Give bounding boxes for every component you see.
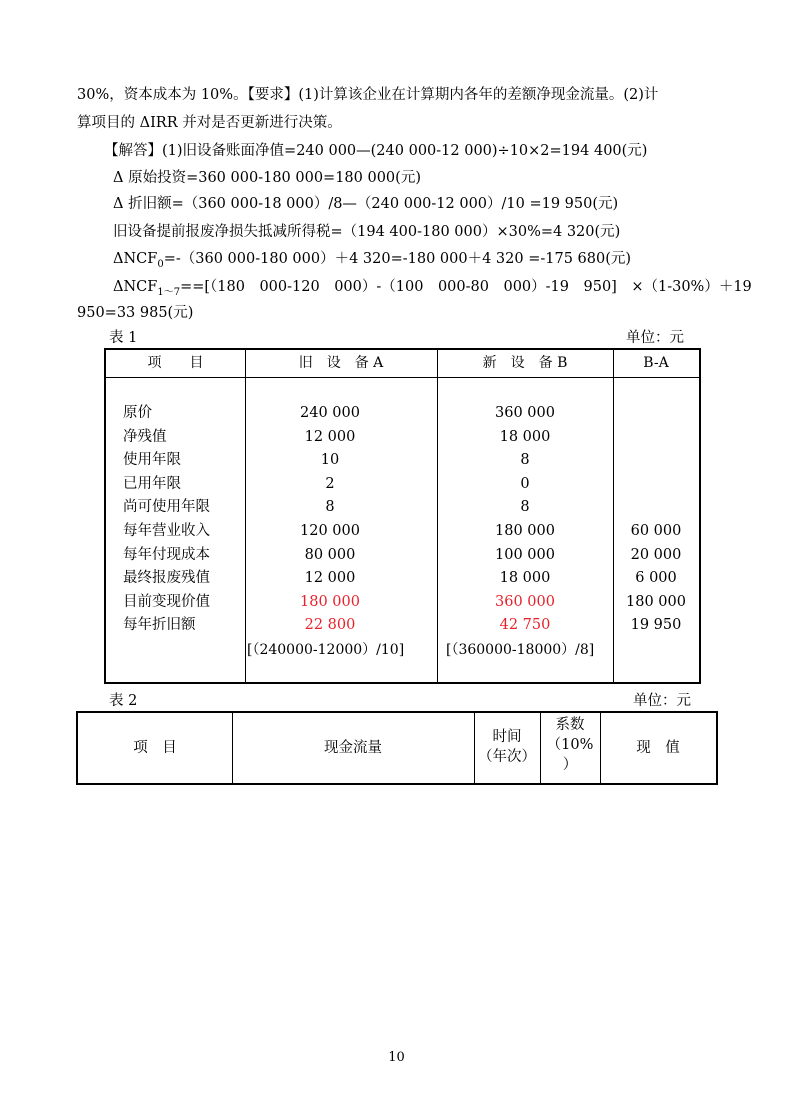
row-label: 尚可使用年限 [123, 499, 210, 516]
old-value: 12 000 [304, 428, 356, 445]
old-value-highlight: 22 800 [304, 617, 356, 634]
time-line-1: 时间 [492, 729, 522, 745]
row-label: 每年付现成本 [123, 546, 210, 563]
diff-value: 6 000 [635, 570, 677, 587]
diff-value [613, 426, 699, 450]
row-label: 已用年限 [123, 475, 181, 492]
table2-unit: 单位：元 [633, 693, 691, 709]
answer-line: 【解答】(1)旧设备账面净值=240 000—(240 000-12 000)÷10×2=194 400(元) [104, 143, 648, 159]
old-value: 80 000 [304, 546, 356, 563]
diff-value [613, 473, 699, 497]
new-value: 180 000 [495, 522, 555, 539]
row-label: 每年营业收入 [123, 522, 210, 539]
row-label: 最终报废残值 [123, 570, 210, 587]
diff-value: 20 000 [630, 546, 682, 563]
table1-old-column [245, 402, 415, 638]
table2-header-pv: 现 值 [636, 740, 680, 756]
row-label: 每年折旧额 [123, 617, 196, 634]
table2-header-coefficient [540, 715, 600, 775]
time-line-2: （年次） [478, 749, 536, 765]
diff-value [613, 402, 699, 426]
ncf0-line [113, 249, 631, 275]
tax-shield-line: 旧设备提前报废净损失抵减所得税=（194 400-180 000）×30%=4 320(元) [113, 224, 621, 240]
coef-line-2: （10% [546, 737, 594, 753]
table2-label: 表 2 [109, 693, 138, 709]
ncf17-subscript: 1～7 [157, 286, 181, 298]
paragraph-line-2: 算项目的 ΔIRR 并对是否更新进行决策。 [77, 115, 342, 131]
new-value: 8 [520, 452, 530, 469]
cash-flow-table [76, 711, 718, 785]
new-value: 18 000 [499, 570, 551, 587]
row-label: 目前变现价值 [123, 593, 210, 610]
ncf0-text: =-（360 000-180 000）＋4 320=-180 000＋4 320 =-175 680(元) [163, 251, 632, 267]
table1-diff-column [613, 402, 699, 638]
depreciation-line: Δ 折旧额=（360 000-18 000）/8—（240 000-12 000）/10 =19 950(元) [113, 196, 619, 212]
new-value: 8 [520, 499, 530, 516]
investment-line: Δ 原始投资=360 000-180 000=180 000(元) [113, 170, 421, 186]
table1-header-rule [106, 377, 699, 378]
ncf17-continuation: 950=33 985(元) [77, 305, 194, 321]
ncf17-line [113, 277, 752, 303]
old-value: 8 [325, 499, 335, 516]
diff-value: 60 000 [630, 522, 682, 539]
table1-unit: 单位：元 [626, 330, 684, 346]
diff-value [613, 449, 699, 473]
old-value: 240 000 [300, 405, 360, 421]
ncf17-text: ==[（180 000-120 000）-（100 000-80 000）-19 950] ×（1-30%）＋19 [180, 279, 752, 295]
table1-new-column [437, 402, 613, 638]
old-value-highlight: 180 000 [300, 593, 360, 610]
old-value: 10 [320, 452, 340, 469]
ncf0-prefix: ΔNCF [113, 251, 158, 267]
new-value: 360 000 [495, 405, 555, 421]
ncf17-prefix: ΔNCF [113, 279, 158, 295]
table2-header-time [474, 727, 540, 767]
row-label: 使用年限 [123, 452, 181, 469]
table1-label: 表 1 [109, 330, 138, 346]
table2-header-cashflow: 现金流量 [324, 740, 382, 756]
new-value-highlight: 42 750 [499, 617, 551, 634]
table2-header-item: 项 目 [133, 740, 177, 756]
table1-label-column [123, 402, 210, 638]
new-value: 18 000 [499, 428, 551, 445]
row-label: 原价 [123, 405, 152, 421]
table1-header-diff: B-A [643, 355, 669, 371]
new-value-highlight: 360 000 [495, 593, 555, 610]
new-value: 0 [520, 475, 530, 492]
new-depreciation-formula: [（360000-18000）/8] [446, 642, 595, 658]
paragraph-line-1: 30%，资本成本为 10%。【要求】(1)计算该企业在计算期内各年的差额净现金流量。(2)计 [77, 87, 659, 103]
diff-value: 19 950 [630, 617, 682, 634]
old-value: 120 000 [300, 522, 360, 539]
equipment-comparison-table [104, 348, 701, 684]
table1-header-item: 项 目 [147, 355, 204, 371]
coef-line-1: 系数 [555, 717, 585, 733]
old-value: 2 [325, 475, 335, 492]
old-value: 12 000 [304, 570, 356, 587]
table1-header-new: 新 设 备 B [482, 355, 568, 371]
table1-header-old: 旧 设 备 A [298, 355, 384, 371]
diff-value: 180 000 [626, 593, 686, 610]
old-depreciation-formula: [（240000-12000）/10] [247, 642, 405, 658]
diff-value [613, 496, 699, 520]
ncf0-subscript: 0 [157, 258, 164, 270]
row-label: 净残值 [123, 428, 167, 445]
new-value: 100 000 [495, 546, 555, 563]
page-number: 10 [388, 1050, 405, 1065]
coef-line-3: ） [562, 757, 578, 773]
